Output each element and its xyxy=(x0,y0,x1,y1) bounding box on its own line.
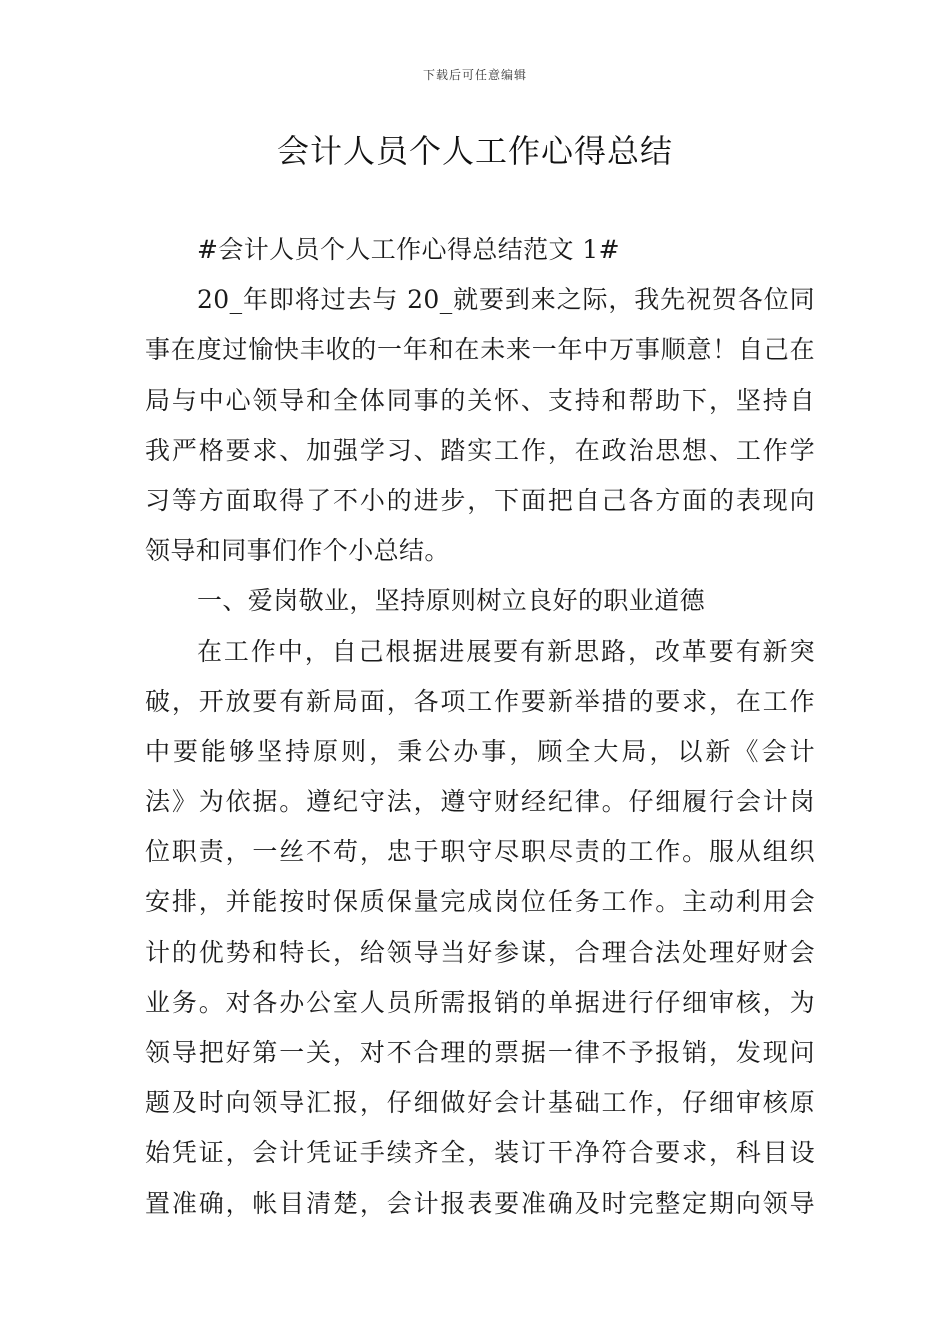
body-line: 位职责，一丝不苟，忠于职守尽职尽责的工作。服从组织 xyxy=(145,837,815,867)
body-line: 计的优势和特长，给领导当好参谋，合理合法处理好财会 xyxy=(145,937,815,967)
body-line: 置准确，帐目清楚，会计报表要准确及时完整定期向领导 xyxy=(145,1188,815,1218)
body-line: 习等方面取得了不小的进步，下面把自己各方面的表现向 xyxy=(145,485,815,515)
body-line: 始凭证，会计凭证手续齐全，装订干净符合要求，科目设 xyxy=(145,1138,815,1168)
body-line: 在工作中，自己根据进展要有新思路，改革要有新突 xyxy=(197,636,815,666)
body-line: 一、爱岗敬业，坚持原则树立良好的职业道德 xyxy=(197,586,706,616)
body-line: 事在度过愉快丰收的一年和在未来一年中万事顺意！自己在 xyxy=(145,335,815,365)
body-line: 破，开放要有新局面，各项工作要新举措的要求，在工作 xyxy=(145,686,815,716)
header-note: 下载后可任意编辑 xyxy=(422,68,527,82)
body-line: 安排，并能按时保质保量完成岗位任务工作。主动利用会 xyxy=(145,887,815,917)
body-line: 我严格要求、加强学习、踏实工作，在政治思想、工作学 xyxy=(145,435,815,465)
body-line: 题及时向领导汇报，仔细做好会计基础工作，仔细审核原 xyxy=(145,1088,815,1118)
document-title: 会计人员个人工作心得总结 xyxy=(276,132,673,170)
body-line: 法》为依据。遵纪守法，遵守财经纪律。仔细履行会计岗 xyxy=(145,787,815,817)
body-line: 业务。对各办公室人员所需报销的单据进行仔细审核，为 xyxy=(145,987,815,1017)
document-body xyxy=(145,225,815,1229)
body-line: 中要能够坚持原则，秉公办事，顾全大局，以新《会计 xyxy=(145,736,815,766)
body-line: 领导把好第一关，对不合理的票据一律不予报销，发现问 xyxy=(145,1038,815,1067)
body-line: 领导和同事们作个小总结。 xyxy=(145,536,450,566)
body-line: #会计人员个人工作心得总结范文 1# xyxy=(197,235,620,264)
body-line: 局与中心领导和全体同事的关怀、支持和帮助下，坚持自 xyxy=(145,385,815,415)
body-line: 20_年即将过去与 20_就要到来之际，我先祝贺各位同 xyxy=(197,285,815,315)
